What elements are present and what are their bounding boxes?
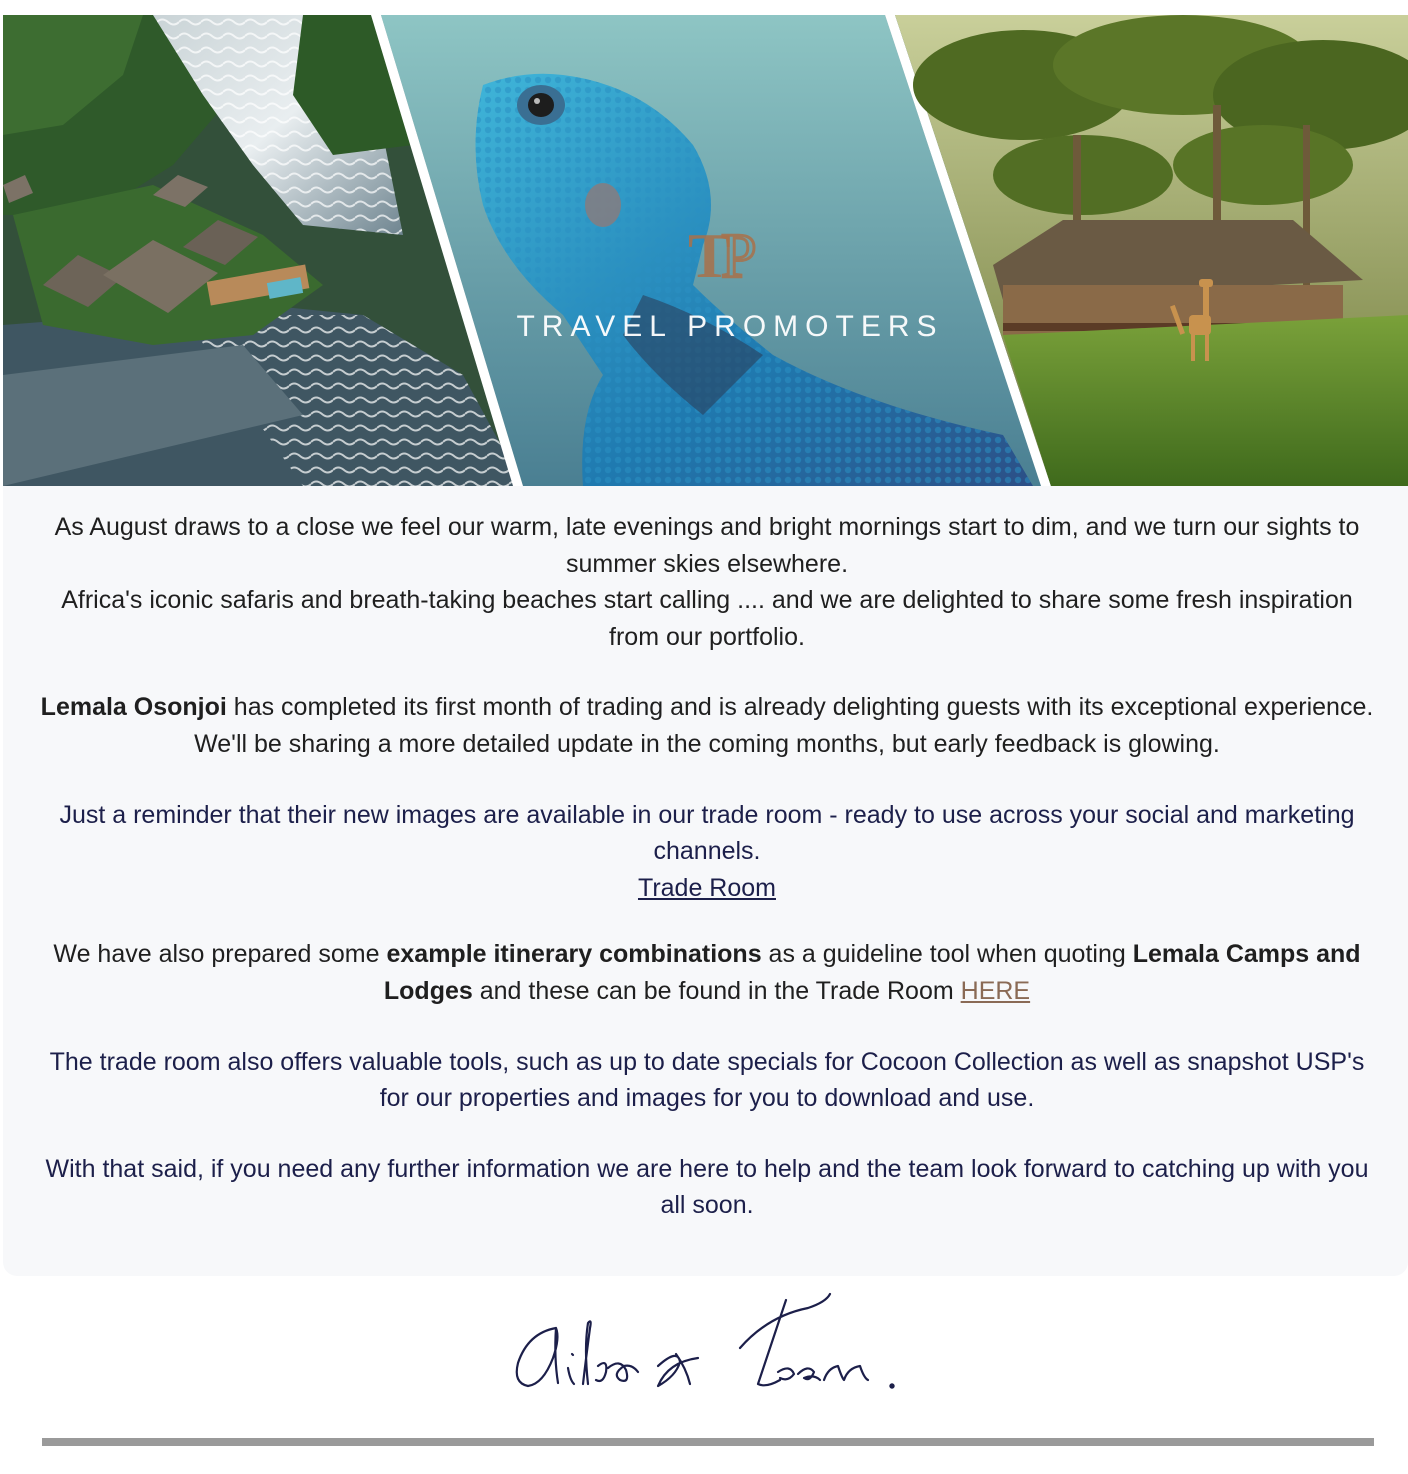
svg-text:P: P: [721, 220, 757, 291]
newsletter-body: [30, 509, 1384, 1224]
trade-room-link[interactable]: Trade Room: [637, 873, 776, 902]
hero-banner: [3, 15, 1408, 486]
itinerary-bold-2: Lemala Camps and Lodges: [383, 940, 1361, 1005]
intro-paragraph-2: Africa's iconic safaris and breath-taking beaches start calling .... and we are delighted to share some fresh inspiration from our portfolio.: [61, 586, 1353, 651]
osonjoi-text: has completed its first month of trading and is already delighting guests with its exceptional experience. We'll be sharing a more detailed update in the coming months, but early feedback is glowing.: [194, 693, 1374, 758]
itinerary-bold-1: example itinerary combinations: [386, 940, 762, 969]
signature-icon: [508, 1288, 908, 1398]
reminder-paragraph: Just a reminder that their new images are available in our trade room - ready to use across your social and marketing channels.: [59, 800, 1355, 866]
itinerary-text-2: as a guideline tool when quoting: [761, 940, 1133, 969]
signature: [508, 1288, 908, 1398]
itinerary-text-1: We have also prepared some: [53, 940, 387, 969]
brand-text: TRAVEL PROMOTERS: [516, 310, 944, 343]
svg-text:T: T: [688, 220, 731, 291]
osonjoi-paragraph: [30, 689, 1384, 762]
closing-paragraph: With that said, if you need any further information we are here to help and the team look forward to catching up with you all soon.: [45, 1154, 1369, 1220]
tp-logo-icon: [688, 220, 757, 291]
intro-paragraph-1: As August draws to a close we feel our warm, late evenings and bright mornings start to dim, and we turn our sights to summer skies elsewhere.: [54, 513, 1360, 578]
tools-paragraph: The trade room also offers valuable tools, such as up to date specials for Cocoon Collection as well as snapshot USP's for our properties and images for you to download and use.: [49, 1047, 1365, 1113]
itinerary-paragraph: [30, 936, 1384, 1009]
osonjoi-name: Lemala Osonjoi: [40, 693, 227, 722]
itinerary-text-3: and these can be found in the Trade Room: [472, 976, 961, 1005]
trade-room-line: [30, 870, 1384, 907]
hero-collage: [3, 15, 1408, 486]
footer-divider: [42, 1438, 1374, 1446]
here-link[interactable]: HERE: [960, 976, 1031, 1005]
